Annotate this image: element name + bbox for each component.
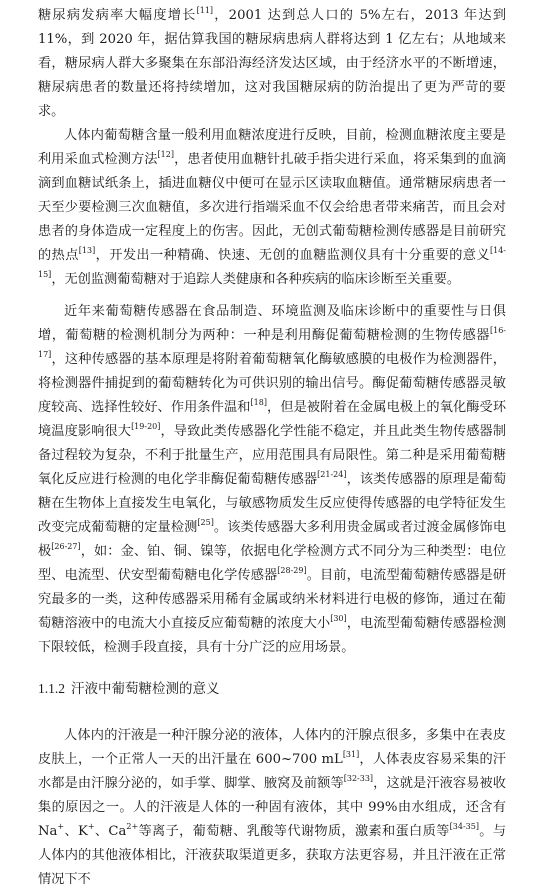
citation-superscript: [32-33] bbox=[343, 774, 374, 783]
citation-superscript: [13] bbox=[78, 246, 96, 255]
paragraph-text: 人体内葡萄糖含量一般利用血糖浓度进行反映，目前，检测血糖浓度主要是利用采血式检测方法 bbox=[38, 128, 506, 167]
paragraph-text: ，导致此类传感器化学性能不稳定，并且此类生物传感器制备过程较为复杂，不利于批量生产，应用范围具有局限性。第二种是采用葡萄糖氧化反应进行检测的电化学非酶促葡萄糖传感器 bbox=[38, 424, 507, 487]
citation-superscript: [34-35] bbox=[449, 822, 479, 831]
section-title: 汗液中葡萄糖检测的意义 bbox=[71, 681, 220, 697]
paragraph-text: ，该类传感器的原理是葡萄糖在生物体上直接发生电氧化，与敏感物质发生反应使得传感器的电学特征发生改变完成葡萄糖的定量检测 bbox=[38, 472, 507, 535]
paragraph-text: ，患者使用血糖针扎破手指尖进行采血，将采集到的血滴滴到血糖试纸条上，插进血糖仪中便可在显示区读取血糖值。通常糖尿病患者一天至少要检测三次血糖值，多次进行指端采血不仅会给患者带来痛苦，而且会对患者的身体造成一定程度上的伤害。因此，无创式葡萄糖检测传感器是目前研究的热点 bbox=[38, 152, 507, 263]
paragraph-text: ，如：金、铂、铜、镍等，依据电化学检测方式不同分为三种类型：电位型、电流型、伏安型葡萄糖电化学传感器 bbox=[38, 544, 507, 583]
citation-superscript: [11] bbox=[196, 6, 214, 15]
citation-superscript: [26-27] bbox=[51, 542, 81, 551]
body-paragraph bbox=[38, 124, 506, 292]
paragraph-text: ，但是被附着在金属电极上的氧化酶受环境温度影响很大 bbox=[38, 400, 507, 439]
paragraph-text: 。目前，电流型葡萄糖传感器是研究最多的一类，这种传感器采用稀有金属或纳米材料进行电极的修饰，通过在葡萄糖溶液中的电流大小直接反应葡萄糖的浓度大小 bbox=[38, 568, 507, 631]
citation-superscript: + bbox=[87, 822, 95, 831]
body-paragraph bbox=[38, 724, 506, 892]
citation-superscript: [21-24] bbox=[317, 470, 347, 479]
paragraph-text: 。与人体内的其他液体相比，汗液获取渠道更多，获取方法更容易，并且汗液在正常情况下不 bbox=[38, 824, 507, 887]
citation-superscript: [25] bbox=[197, 518, 214, 527]
paragraph-text: ，开发出一种精确、快速、无创的血糖监测仪具有十分重要的意义 bbox=[95, 248, 490, 263]
section-heading bbox=[38, 678, 506, 700]
citation-superscript: [19-20] bbox=[131, 422, 161, 431]
paragraph-text: 、K bbox=[64, 824, 88, 839]
paragraph-text: ，2001 达到总人口的 5%左右，2013 年达到 11%，到 2020 年，据估算我国的糖尿病患病人群将达到 1 亿左右；从地域来看，糖尿病人群大多聚集在东部沿海经济发达区域，由于经济水平的不断增速，糖尿病患者的数量还将持续增加，这对我国糖尿病的防治提出了更为严苛的要求。 bbox=[38, 8, 507, 119]
section-number: 1.1.2 bbox=[38, 681, 65, 696]
citation-superscript: + bbox=[57, 822, 65, 831]
paragraph-text: ，电流型葡萄糖传感器检测下限较低，检测手段直接，具有十分广泛的应用场景。 bbox=[38, 616, 507, 655]
citation-superscript: [31] bbox=[342, 750, 360, 759]
citation-superscript: [18] bbox=[250, 398, 267, 407]
body-paragraph bbox=[38, 4, 506, 124]
paragraph-text: 。该类传感器大多利用贵金属或者过渡金属修饰电极 bbox=[38, 520, 507, 559]
paragraph-text: 等离子，葡萄糖、乳酸等代谢物质，激素和蛋白质等 bbox=[138, 824, 450, 839]
citation-superscript: [14-15] bbox=[38, 246, 506, 279]
body-top bbox=[38, 4, 506, 660]
citation-superscript: [30] bbox=[330, 614, 347, 623]
citation-superscript: 2+ bbox=[126, 822, 139, 831]
body-paragraph bbox=[38, 300, 506, 660]
paragraph-text: ，这种传感器的基本原理是将附着葡萄糖氧化酶敏感膜的电极作为检测器件，将检测器件捕捉到的葡萄糖转化为可供识别的输出信号。酶促葡萄糖传感器灵敏度较高、选择性较好、作用条件温和 bbox=[38, 352, 506, 415]
paragraph-text: ，人体表皮容易采集的汗水都是由汗腺分泌的，如手掌、脚掌、腋窝及前额等 bbox=[38, 752, 506, 791]
citation-superscript: [12] bbox=[157, 150, 174, 159]
paragraph-text: 糖尿病发病率大幅度增长 bbox=[38, 8, 197, 23]
paragraph-text: 近年来葡萄糖传感器在食品制造、环境监测及临床诊断中的重要性与日俱增，葡萄糖的检测机制分为两种：一种是利用酶促葡萄糖检测的生物传感器 bbox=[38, 304, 506, 343]
paragraph-text: 人体内的汗液是一种汗腺分泌的液体，人体内的汗腺点很多，多集中在表皮皮肤上，一个正常人一天的出汗量在 600~700 mL bbox=[38, 728, 506, 767]
body-bottom bbox=[38, 724, 506, 892]
citation-superscript: [16-17] bbox=[38, 326, 506, 359]
paragraph-text: 、Ca bbox=[94, 824, 127, 839]
citation-superscript: [28-29] bbox=[277, 566, 307, 575]
paragraph-text: ，无创监测葡萄糖对于追踪人类健康和各种疾病的临床诊断至关重要。 bbox=[51, 272, 461, 287]
document-page bbox=[38, 4, 506, 892]
paragraph-text: ，这就是汗液容易被收集的原因之一。人的汗液是人体的一种固有液体，其中 99%由水组成，还含有 Na bbox=[38, 776, 506, 839]
